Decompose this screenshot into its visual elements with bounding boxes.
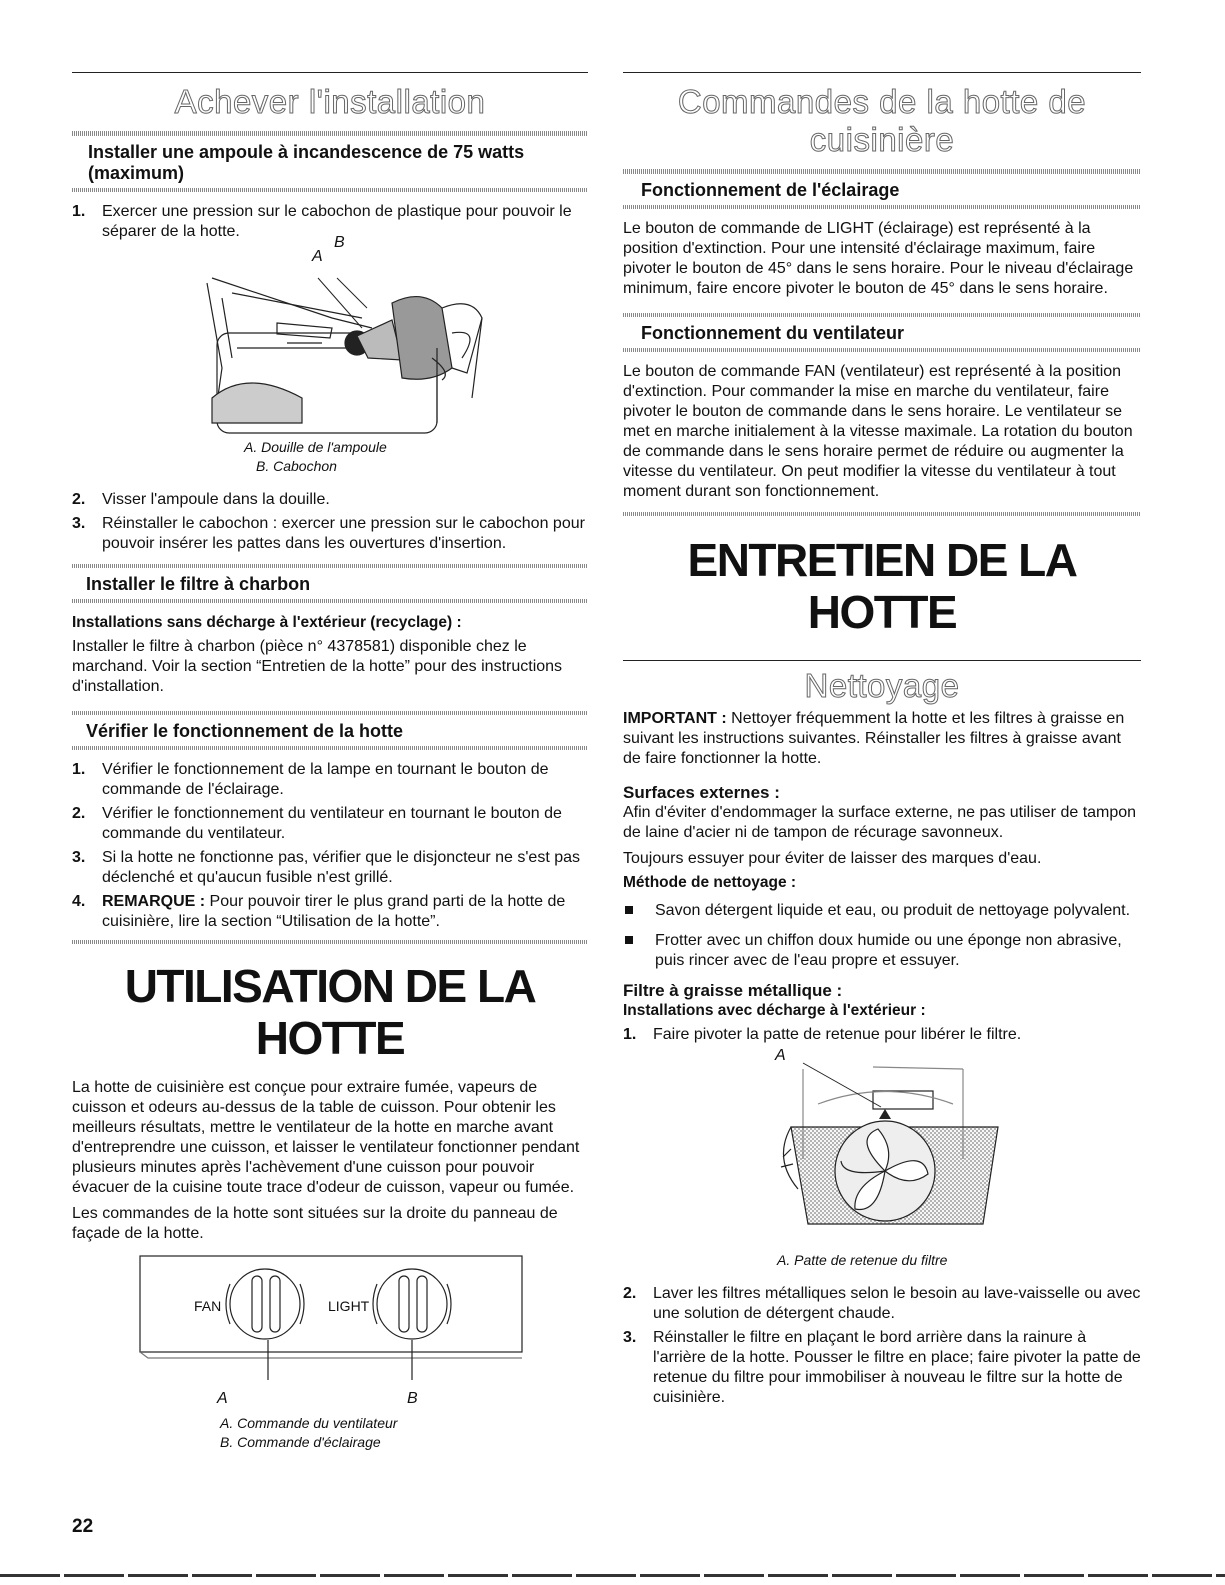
bullet-icon [625,936,633,944]
filter-steps-list [623,1025,1141,1045]
bulb-steps-list-2 [72,490,588,554]
filter-steps-list-2 [623,1284,1141,1408]
divider [72,599,588,603]
list-item: 2. Vérifier le fonctionnement du ventilateur en tournant le bouton de commande du ventilateur. [72,805,562,842]
method-heading: Méthode de nettoyage : [623,874,797,891]
left-column [72,72,588,1452]
important-note: IMPORTANT : Nettoyer fréquemment la hotte et les filtres à graisse en suivant les instructions suivantes. Réinstaller les filtres à graisse avant de faire fonctionner la hotte. [623,710,1125,767]
controls-figure [72,1254,588,1390]
section-title-installation: Achever l'installation [174,83,486,120]
divider [623,512,1141,516]
bulb-figure [72,234,588,444]
light-heading: Fonctionnement de l'éclairage [641,180,900,200]
external-heading: Surfaces externes : [623,783,780,802]
charcoal-text: Installer le filtre à charbon (pièce n° 4378581) disponible chez le marchand. Voir la section “Entretien de la hotte” pour des instructions d'installation. [72,638,563,695]
list-item: 1. Faire pivoter la patte de retenue pour libérer le filtre. [623,1026,1022,1043]
caption-b: B. Cabochon [256,458,337,474]
charcoal-subheading: Installations sans décharge à l'extérieur (recyclage) : [72,614,462,631]
top-rule [623,72,1141,73]
fan-text: Le bouton de commande FAN (ventilateur) est représenté à la position d'extinction. Pour commander la mise en marche du ventilateur, faire pivoter le bouton de commande dans le sens horaire. Le ventilateur se met en marche initialement à la vitesse maximale. La rotation du bouton de commande dans le sens horaire permet de réduire ou augmenter la vitesse du ventilateur. On peut modifier la vitesse du ventilateur à tout moment durant son fonctionnement. [623,363,1133,500]
verify-heading: Vérifier le fonctionnement de la hotte [86,721,404,741]
figure-label-a: A [775,1047,786,1064]
external-paragraph-1: Afin d'éviter d'endommager la surface externe, ne pas utiliser de tampon de laine d'acier ni de tampon de récurage savonneux. [623,804,1137,841]
use-title: UTILISATION DE LA HOTTE [124,960,536,1064]
controls-letters [72,1390,588,1412]
list-item: 2. Laver les filtres métalliques selon le besoin au lave-vaisselle ou avec une solution de détergent chaude. [623,1285,1141,1322]
cleaning-title: Nettoyage [804,667,960,704]
care-title: ENTRETIEN DE LA HOTTE [687,534,1077,638]
filter-subheading: Installations avec décharge à l'extérieur : [623,1002,926,1019]
figure-label-b: B [334,234,345,251]
filter-heading: Filtre à graisse métallique : [623,981,843,1000]
figure-label-b: B [407,1390,418,1407]
list-item: 3. Réinstaller le cabochon : exercer une pression sur le cabochon pour pouvoir insérer les pattes dans les ouvertures d'insertion. [72,515,585,552]
divider [72,711,588,715]
controls-illustration [72,1254,588,1390]
divider [623,313,1141,317]
divider [72,131,588,136]
page-number: 22 [72,1516,94,1537]
caption-a: A. Patte de retenue du filtre [777,1252,948,1268]
bullet-icon [625,906,633,914]
bulb-heading: Installer une ampoule à incandescence de 75 watts (maximum) [88,142,525,183]
list-item: 1. Vérifier le fonctionnement de la lampe en tournant le bouton de commande de l'éclairage. [72,761,549,798]
top-rule [72,72,588,73]
right-column [623,72,1141,1412]
list-item: Frotter avec un chiffon doux humide ou une éponge non abrasive, puis rincer avec de l'eau propre et essuyer. [623,931,1141,971]
list-item: 1. Exercer une pression sur le cabochon de plastique pour pouvoir le séparer de la hotte. [72,203,572,240]
method-list [623,901,1141,971]
divider [623,348,1141,352]
bulb-steps-list [72,202,588,242]
bottom-rule [0,1574,1225,1577]
rule [623,660,1141,661]
fan-label: FAN [194,1298,222,1314]
section-title-controls: Commandes de la hotte de cuisinière [677,83,1087,158]
filter-illustration [623,1049,1141,1249]
bulb-illustration [72,248,588,444]
verify-steps-list [72,760,588,932]
use-paragraph-2: Les commandes de la hotte sont situées sur la droite du panneau de façade de la hotte. [72,1205,558,1242]
list-item: 4. REMARQUE : Pour pouvoir tirer le plus grand parti de la hotte de cuisinière, lire la section “Utilisation de la hotte”. [72,893,566,930]
divider [623,205,1141,209]
use-paragraph-1: La hotte de cuisinière est conçue pour extraire fumée, vapeurs de cuisson et odeurs au-dessus de la table de cuisson. Pour obtenir les meilleurs résultats, mettre le ventilateur de la hotte en marche avant d'entreprendre une cuisson, et laisser le ventilateur fonctionner pendant plusieurs minutes après l'achèvement d'une cuisson pour pouvoir évacuer de la cuisine toute trace d'odeur de cuisson, vapeur ou fumée. [72,1079,580,1196]
divider [72,746,588,750]
list-item: 2. Visser l'ampoule dans la douille. [72,491,330,508]
fan-heading: Fonctionnement du ventilateur [641,323,905,343]
caption-a: A. Douille de l'ampoule [244,439,387,455]
divider [623,169,1141,174]
filter-figure [623,1049,1141,1249]
list-item: 3. Réinstaller le filtre en plaçant le bord arrière dans la rainure à l'arrière de la hotte. Pousser le filtre en place; faire pivoter la patte de retenue du filtre pour immobiliser à nouveau le filtre sur la hotte de cuisinière. [623,1329,1141,1406]
external-paragraph-2: Toujours essuyer pour éviter de laisser des marques d'eau. [623,850,1042,867]
list-item: Savon détergent liquide et eau, ou produit de nettoyage polyvalent. [623,901,1141,921]
divider [72,940,588,944]
caption-a: A. Commande du ventilateur [220,1415,398,1431]
caption-b: B. Commande d'éclairage [220,1434,381,1450]
charcoal-heading: Installer le filtre à charbon [86,574,311,594]
light-text: Le bouton de commande de LIGHT (éclairage) est représenté à la position d'extinction. Pour une intensité d'éclairage maximum, faire pivoter le bouton de 45° dans le sens horaire. Pour le niveau d'éclairage minimum, faire encore pivoter le bouton de 45° dans le sens horaire. [623,220,1134,297]
list-item: 3. Si la hotte ne fonctionne pas, vérifier que le disjoncteur ne s'est pas déclenché et qu'aucun fusible n'est grillé. [72,849,581,886]
divider [72,188,588,192]
figure-label-a: A [217,1390,228,1407]
divider [72,564,588,568]
light-label: LIGHT [328,1298,370,1314]
figure-label-a: A [312,248,323,265]
